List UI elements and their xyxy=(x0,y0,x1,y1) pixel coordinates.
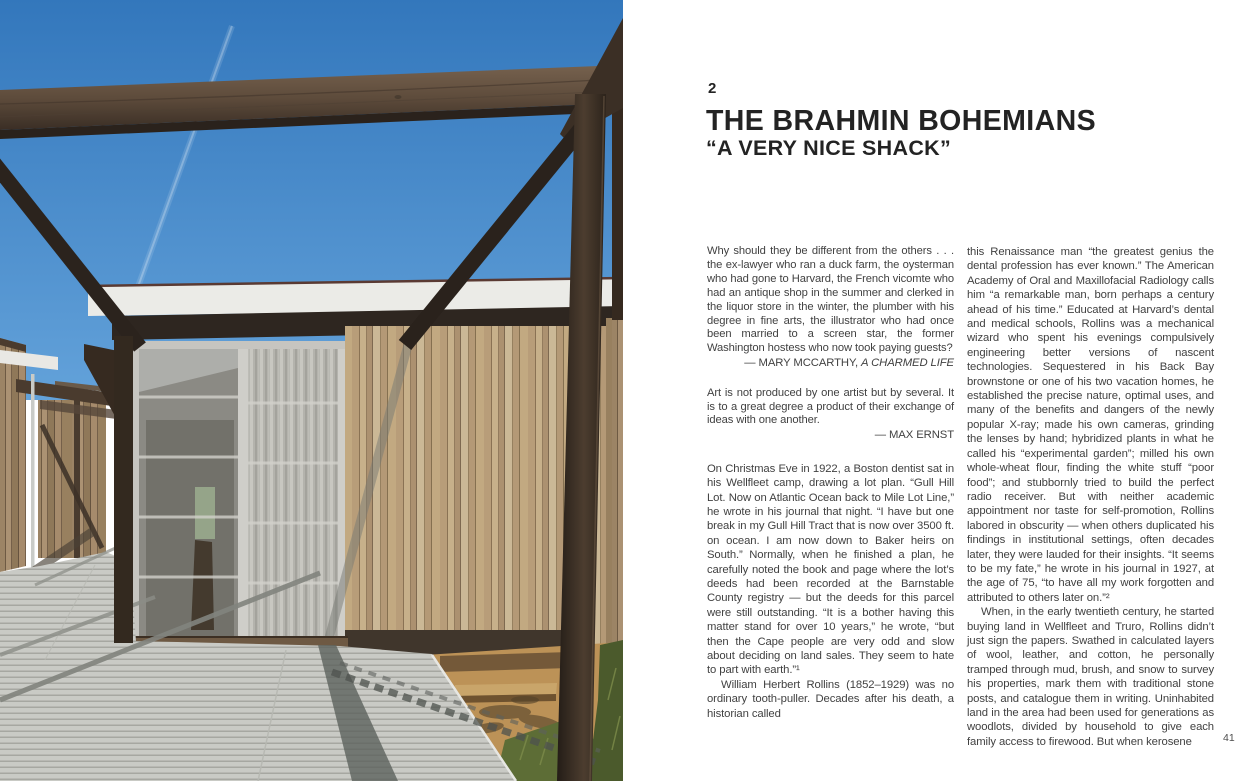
chapter-title: THE BRAHMIN BOHEMIANS xyxy=(706,105,1096,137)
epigraph-text: Why should they be different from the others . . . the ex-lawyer who ran a duck farm, the oysterman who had gone to Harvard, the French vicomte who had an antique shop in the summer and clerked in the liquor store in the winter, the plumber with his degree in fine arts, the illustrator who had once been married to a screen star, the former Washington hostess who now took paying guests? xyxy=(707,245,954,355)
page-number: 41 xyxy=(1223,732,1235,744)
paragraph: this Renaissance man “the greatest genius the dental profession has ever known.” The American Academy of Oral and Maxillofacial Radiology calls him “a remarkable man, born perhaps a century ahead of his time.” Educated at Harvard’s dental and medical schools, Rollins was a mechanical wizard who spent his evenings compulsively engineering better versions of nascent technologies. Sequestered in his Back Bay brownstone or one of his two vacation homes, he established the precise nature, optimal uses, and many of the benefits and dangers of the newly popular X-ray; made his own cameras, grinding the lenses by hand; hybridized plants in what he called his “experimental garden”; milled his own whole-wheat flour, finding the white stuff “poor food”; and stubbornly tried to build the perfect radio receiver. But with neither academic appointment nor taste for self-promotion, Rollins labored in obscurity — when others duplicated his findings in institutional settings, often decades later, they were lauded for their insights. “It seems to be my fate,” he wrote in his journal in 1927, at the age of 75, “to have all my work forgotten and attributed to others later on.”² xyxy=(967,246,1214,604)
epigraph-ernst xyxy=(707,387,954,443)
epigraph-mccarthy xyxy=(707,245,954,371)
right-column xyxy=(967,245,1214,749)
body-text-left xyxy=(707,462,954,721)
chapter-subtitle: “A VERY NICE SHACK” xyxy=(706,136,952,160)
epigraph-text: Art is not produced by one artist but by several. It is to a great degree a product of their exchange of ideas with one another. xyxy=(707,386,954,427)
interior-window xyxy=(195,487,215,539)
epigraph-attribution xyxy=(707,356,954,370)
paragraph: When, in the early twentieth century, he started buying land in Wellfleet and Truro, Rollins didn’t just sign the papers. Swathed in calculated layers of wool, leather, and cotton, he personally tramped through mud, brush, and snow to survey his properties, mark them with traditional stone posts, and catalogue them in writing. Uninhabited land in the area had been used for generations as woodlots, divided by household to give each family access to firewood. But when kerosene xyxy=(967,606,1214,748)
left-column xyxy=(707,245,954,721)
attribution-name: — MARY MCCARTHY, xyxy=(744,357,862,370)
epigraph-attribution xyxy=(707,428,954,442)
paragraph: On Christmas Eve in 1922, a Boston dentist sat in his Wellfleet camp, drawing a lot plan. “Gull Hill Lot. Now on Atlantic Ocean back to Mile Lot Line,” he wrote in his journal that night. “I have but one break in my Gull Hill Tract that is now over 3500 ft. on ocean. I am now down to Baker heirs on South.” Normally, when he finished a plan, he carefully noted the book and page where the lot’s deeds had been recorded at the Barnstable County registry — but the deeds for this parcel were still outstanding. “It is a bother having this matter stand for over 10 years,” he wrote, “but then the Cape people are very odd and slow about deciding on land sales. They seem to hate to part with earth.”¹ xyxy=(707,462,954,677)
attribution-name: — MAX ERNST xyxy=(874,429,954,442)
chapter-number: 2 xyxy=(708,80,717,97)
attribution-source: A CHARMED LIFE xyxy=(861,357,954,370)
corner-post xyxy=(114,336,133,643)
paragraph: William Herbert Rollins (1852–1929) was no ordinary tooth-puller. Decades after his death, a historian called xyxy=(707,678,954,720)
metal-pole xyxy=(31,374,35,576)
